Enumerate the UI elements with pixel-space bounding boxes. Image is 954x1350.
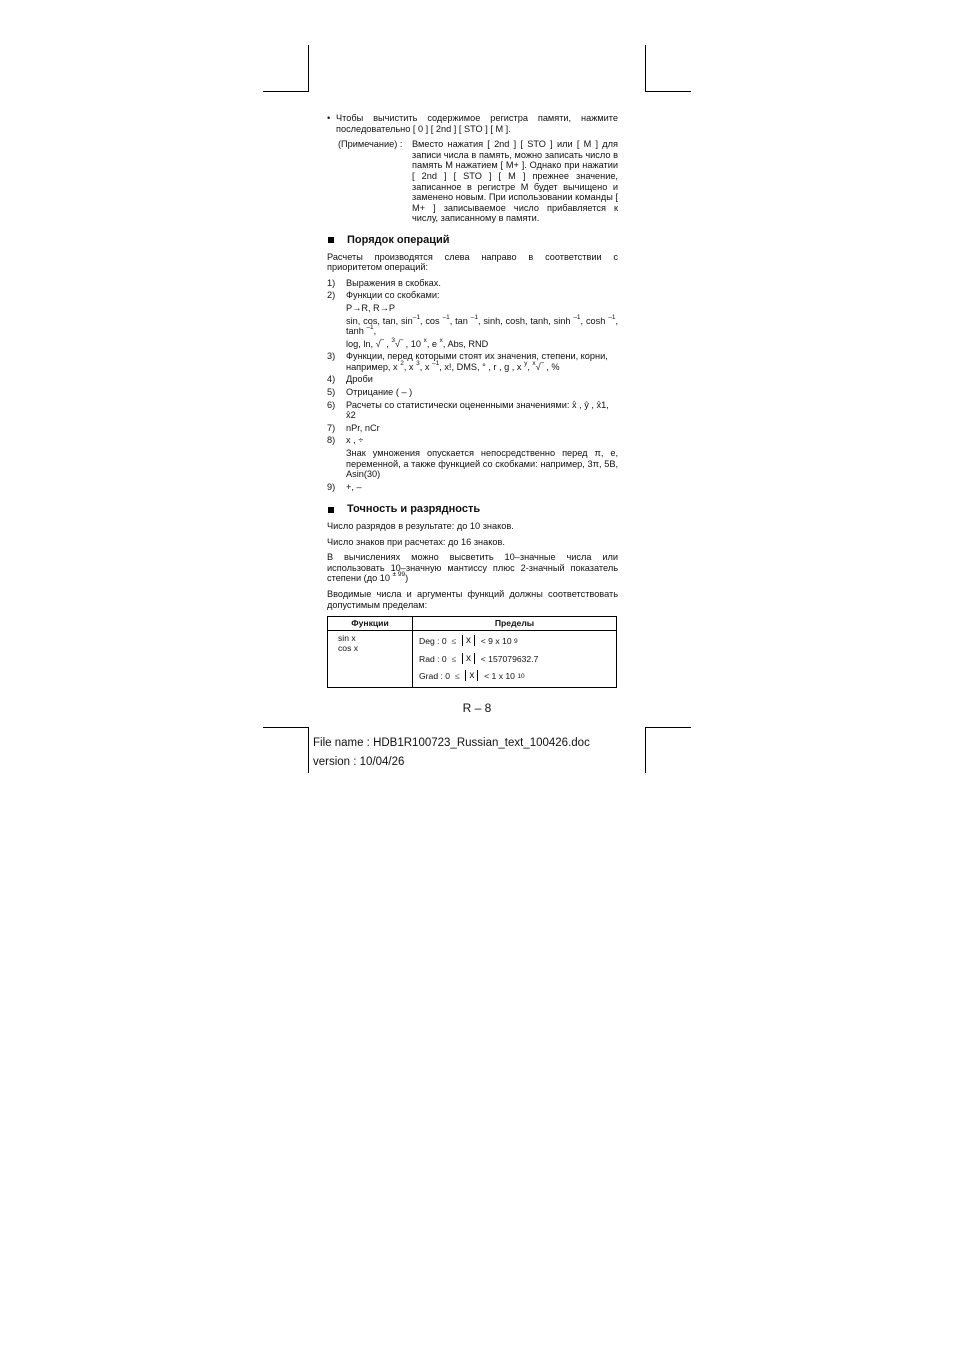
page-number: R – 8: [462, 701, 492, 715]
crop-mark: [645, 727, 691, 728]
note-label: (Примечание) :: [338, 139, 403, 150]
crop-mark: [263, 727, 309, 728]
limit-row: Grad : 0 ≤ x < 1 x 10 10: [419, 670, 525, 682]
limits-table: [327, 616, 617, 688]
func-line-trig: sin, cos, tan, $\sin^{-1}$, cos $^{-1}$, tan $^{-1}$, sinh, cosh, tanh, sinh $^{-1}$, cosh $^{-1}$, tanh $^{-1}$,: [346, 313, 618, 337]
func-line-log: log, ln, √‾ , $^3$√‾ , 10 $^x$, e $^x$, Abs, RND: [346, 336, 489, 349]
table-row: [328, 630, 617, 688]
crop-mark: [263, 91, 309, 92]
multiplication-note: Знак умножения опускается непосредственно перед π, e, переменной, а также функцией со скобками: например, 3π, 5B, Asin(30): [346, 448, 618, 480]
list-item: 3) Функции, перед которыми стоят их значения, степени, корни, например, x $^2$, x $^3$, x $^{-1}$, x!, DMS, ° , r , g , x $^y$, $^x$√‾ , %: [327, 351, 608, 372]
bullet-text: Чтобы вычистить содержимое регистра памяти, нажмите последовательно [ 0 ] [ 2nd ] [ STO ] [ M ].: [336, 113, 618, 134]
limits-cell: [413, 630, 617, 688]
bullet-dot: •: [327, 113, 331, 123]
square-bullet-icon: [328, 507, 334, 513]
footer-version: version : 10/04/26: [313, 756, 405, 768]
crop-mark: [645, 727, 646, 773]
table-header-limits: Пределы: [413, 617, 617, 631]
limit-row: Rad : 0 ≤ x < 157079632.7: [419, 652, 539, 664]
list-item: 5) Отрицание ( – ): [327, 387, 413, 398]
order-intro: Расчеты производятся слева направо в соответствии с приоритетом операций:: [327, 251, 618, 273]
footer-filename: File name : HDB1R100723_Russian_text_100426.doc: [313, 737, 590, 749]
square-bullet-icon: [328, 237, 334, 243]
list-item: 9) +, –: [327, 481, 362, 492]
section-heading-order: Порядок операций: [327, 235, 618, 246]
precision-para: В вычислениях можно высветить 10–значные числа или использовать 10–значную мантиссу плюс 2-значный показатель степени (до 10 $^{\pm 99}$): [327, 552, 618, 584]
func-line-polar: P→R, R→P: [346, 302, 396, 313]
limit-row: Deg : 0 ≤ x < 9 x 10 9: [419, 635, 518, 647]
crop-mark: [645, 91, 691, 92]
list-item: 7) nPr, nCr: [327, 422, 380, 433]
list-item: 2) Функции со скобками:: [327, 290, 440, 301]
list-item: 8) x , ÷: [327, 435, 364, 446]
precision-para: Число разрядов в результате: до 10 знаков.: [327, 521, 514, 531]
page-content: [327, 113, 618, 688]
section-heading-precision: Точность и разрядность: [327, 504, 618, 515]
precision-para: Число знаков при расчетах: до 16 знаков.: [327, 536, 505, 547]
precision-para: Вводимые числа и аргументы функций должны соответствовать допустимым пределам:: [327, 588, 618, 610]
note-text: Вместо нажатия [ 2nd ] [ STO ] или [ M ] для записи числа в память, можно записать число в память M нажатием [ M+ ]. Однако при нажатии [ 2nd ] [ STO ] [ M ] прежнее значение, записанное в регистре M будет вычищено и заменено новым. При использовании команды [ M+ ] записываемое число прибавляется к числу, записанному в памяти.: [412, 139, 618, 224]
crop-mark: [308, 45, 309, 91]
functions-cell: sin x cos x: [328, 630, 413, 688]
memory-clear-bullet: [327, 113, 618, 134]
list-item: 6) Расчеты со статистически оцененными значениями: x̂ , ŷ , x̂1, x̂2: [327, 399, 609, 421]
crop-mark: [308, 727, 309, 773]
crop-mark: [645, 45, 646, 91]
table-header-functions: Функции: [328, 617, 413, 631]
stat-values: x̂ , ŷ , x̂1, x̂2: [346, 399, 609, 421]
note-block: [338, 139, 618, 224]
list-item: 1) Выражения в скобках.: [327, 277, 441, 288]
list-item: 4) Дроби: [327, 374, 373, 385]
